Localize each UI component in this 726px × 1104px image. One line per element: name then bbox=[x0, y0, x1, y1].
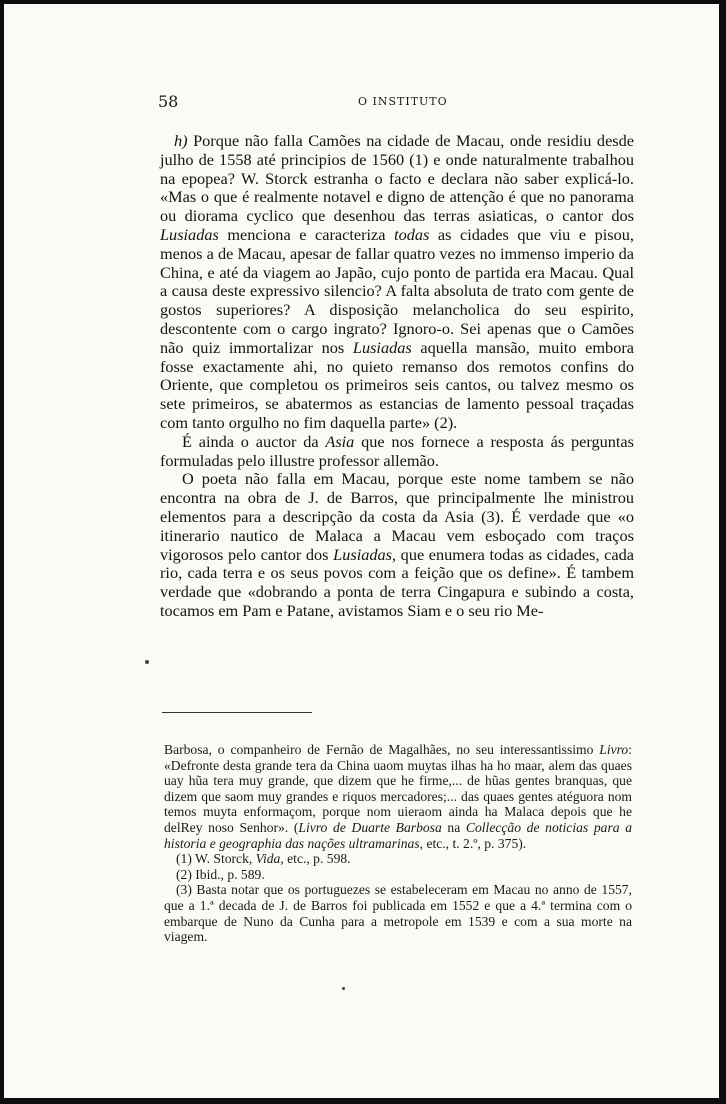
italic-title: Lusiadas bbox=[160, 224, 219, 244]
text-run: O poeta não falla em Macau, porque este nome tambem se não encontra na obra de J. de Barros, que principalmente lhe ministrou elementos para a descripção da costa da Asia (3). É verdade que «o itinerario nautico de Malaca a Macau vem esboçado com traços vigorosos pelo cantor dos bbox=[160, 469, 634, 564]
italic-title: Asia bbox=[325, 431, 355, 451]
italic-title: Vida bbox=[255, 851, 281, 867]
footnote-3 bbox=[164, 882, 632, 944]
footnotes bbox=[164, 742, 632, 945]
text-run: : «Defronte desta grande tera da China uaom muytas ilhas ha ho maar, alem das quaes uay hũa tera muy grande, que dizem que he firme,... de hũas gentes branquas, que dizem que saom muy grandes e riquos mercadores;... das quaes gentes atéguora nom temos muyta enformaçom, porque nom uieraom ainda ha Malaca depois que he delRey noso Senhor». ( bbox=[164, 742, 632, 835]
italic-title: Lusiadas, bbox=[333, 544, 397, 564]
text-run: menciona e caracteriza bbox=[218, 224, 395, 244]
text-run: (2) Ibid., p. 589. bbox=[176, 866, 265, 882]
text-run: , etc., t. 2.º, p. 375). bbox=[419, 835, 527, 851]
text-run: aquella mansão, muito embora fosse exactamente ahi, no quieto remanso dos remotos confins do Oriente, que completou os primeiros seis cantos, ou talvez mesmo os sete primeiros, se abatermos as estancias de lamento pessoal traçadas com tanto orgulho no fim daquella parte» (2). bbox=[160, 337, 634, 432]
running-head: O INSTITUTO bbox=[358, 95, 448, 108]
footnote-continuation bbox=[164, 742, 632, 851]
text-run: , etc., p. 598. bbox=[280, 851, 351, 867]
text-run: que nos fornece a resposta ás perguntas formuladas pelo illustre professor allemão. bbox=[160, 431, 634, 470]
paragraph-poeta bbox=[160, 470, 634, 620]
text-run: Porque não falla Camões na cidade de Macau, onde residiu desde julho de 1558 até principios de 1560 (1) e onde naturalmente trabalhou na epopea? W. Storck estranha o facto e declara não saber explicá-lo. «Mas o que é realmente notavel e digno de attenção é que no panorama ou diorama cyclico que desenhou das terras asiaticas, o cantor dos bbox=[160, 131, 634, 226]
italic-title: Livro de Duarte Barbosa bbox=[298, 819, 442, 835]
footnote-1 bbox=[164, 851, 632, 867]
main-text bbox=[160, 132, 634, 621]
item-letter: h) bbox=[174, 131, 194, 150]
text-run: Barbosa, o companheiro de Fernão de Magalhães, no seu interessantissimo bbox=[164, 742, 600, 757]
text-run: as cidades que viu e pisou, menos a de Macau, apesar de fallar quatro vezes no immenso imperio da China, e até da viagem ao Japão, cujo ponto de partida era Macau. Qual a causa deste expressivo silencio? A falta absoluta de trato com gente de gostos superiores? A disposição melancholica do seu espirito, descontente com o cargo ingrato? Ignoro-o. Sei apenas que o Camões não quiz immortalizar nos bbox=[160, 224, 634, 357]
italic-emphasis: todas bbox=[394, 224, 430, 244]
paragraph-asia bbox=[160, 433, 634, 471]
text-run: que enumera todas as cidades, cada rio, cada terra e os seus povos com a feição que os define». É tambem verdade que «dobrando a ponta de terra Cingapura e subindo a costa, tocamos em Pam e Patane, avistamos Siam e o seu rio Me- bbox=[160, 544, 634, 620]
print-speck bbox=[342, 987, 345, 990]
italic-title: Collecção de noticias para a historia e geographia das nações ultramarinas bbox=[164, 819, 633, 851]
footnote-2 bbox=[164, 867, 632, 883]
text-run: (1) W. Storck, bbox=[176, 851, 256, 867]
italic-title: Livro bbox=[599, 742, 629, 757]
page-number: 58 bbox=[158, 92, 179, 111]
book-page bbox=[4, 4, 719, 1098]
text-run: É ainda o auctor da bbox=[182, 431, 326, 451]
page-header bbox=[158, 92, 632, 112]
paragraph-h bbox=[160, 132, 634, 433]
text-run: na bbox=[441, 819, 466, 835]
footnote-divider bbox=[162, 712, 312, 713]
text-run: (3) Basta notar que os portuguezes se estabeleceram em Macau no anno de 1557, que a 1.ª decada de J. de Barros foi publicada em 1552 e que a 4.ª termina com o embarque de Nuno da Cunha para a metropole em 1539 e com a sua morte na viagem. bbox=[164, 882, 632, 945]
print-speck bbox=[145, 660, 149, 664]
italic-title: Lusiadas bbox=[352, 337, 412, 357]
